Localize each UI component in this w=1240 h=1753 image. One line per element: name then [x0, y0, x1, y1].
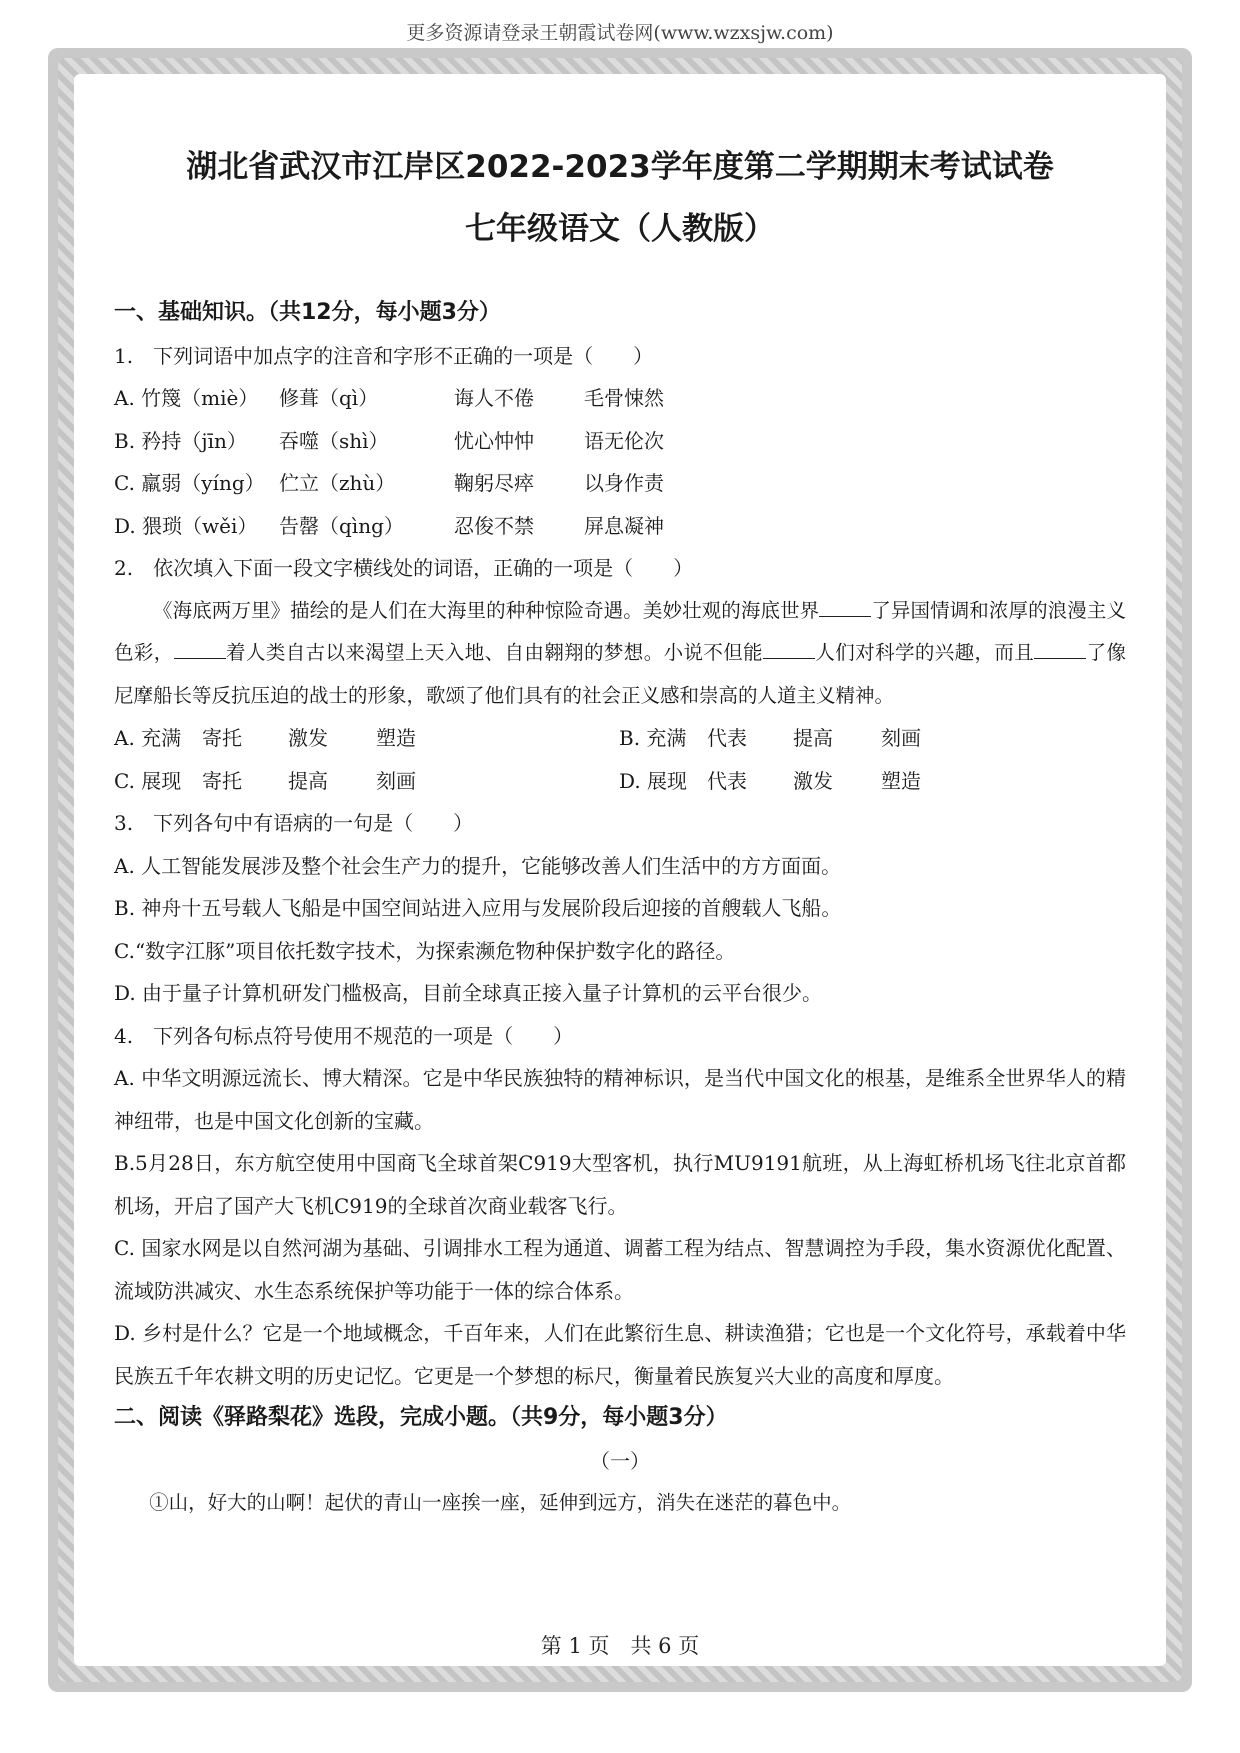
fill-blank — [763, 634, 815, 659]
question-1-option-d — [114, 505, 1126, 548]
passage-text: 人们对科学的兴趣，而且 — [815, 641, 1035, 664]
page-number: 第 1 页 共 6 页 — [540, 1634, 700, 1658]
option-item: 诲人不倦 — [454, 386, 534, 410]
fill-blank — [1034, 634, 1086, 659]
option-item: 鞠躬尽瘁 — [454, 471, 534, 495]
question-2-options-row2 — [114, 760, 1126, 803]
question-2-options-row1 — [114, 717, 1126, 760]
option-item: 刻画 — [376, 768, 416, 793]
question-1-option-b — [114, 420, 1126, 463]
option-item: 代表 — [707, 726, 747, 750]
question-4-stem: 4. 下列各句标点符号使用不规范的一项是（ ） — [114, 1023, 574, 1048]
option-item: 寄托 — [202, 726, 242, 750]
option-item: 提高 — [288, 768, 328, 793]
question-1-option-c — [114, 462, 1126, 505]
option-item: C. 展现 — [114, 768, 182, 793]
question-1-option-a — [114, 377, 1126, 420]
exam-content — [114, 140, 1126, 1525]
option-item: 修葺（qì） — [279, 386, 379, 410]
question-4-option-d: D. 乡村是什么？它是一个地域概念，千百年来，人们在此繁衍生息、耕读渔猎；它也是一个文化符号，承载着中华民族五千年农耕文明的历史记忆。它更是一个梦想的标尺，衡量着民族复兴大业的高度和厚度。 — [114, 1321, 1126, 1388]
option-item: D. 猥琐（wěi） — [114, 513, 258, 538]
reading-paragraph-1: ①山，好大的山啊！起伏的青山一座挨一座，延伸到远方，消失在迷茫的暮色中。 — [149, 1491, 852, 1514]
option-item: 忍俊不禁 — [454, 513, 534, 538]
option-item: 代表 — [707, 768, 747, 793]
option-item: A. 充满 — [114, 726, 182, 750]
option-item: B. 矜持（jīn） — [114, 428, 247, 453]
option-item: 忧心忡忡 — [454, 428, 534, 453]
option-item: 塑造 — [376, 726, 416, 750]
option-item: 刻画 — [881, 726, 921, 750]
option-item: 屏息凝神 — [584, 513, 664, 538]
question-1-stem: 1. 下列词语中加点字的注音和字形不正确的一项是（ ） — [114, 343, 654, 368]
question-2-stem: 2. 依次填入下面一段文字横线处的词语，正确的一项是（ ） — [114, 556, 694, 580]
passage-text: 了像尼摩船长等反抗压迫的战士的形象，歌颂了他们具有的社会正义感和崇高的人道主义精神。 — [114, 641, 1126, 707]
passage-text: 《海底两万里》描绘的是人们在大海里的种种惊险奇遇。美妙壮观的海底世界 — [153, 598, 820, 622]
fill-blank — [819, 592, 871, 617]
option-item: 伫立（zhù） — [279, 471, 396, 495]
option-item: 毛骨悚然 — [584, 386, 664, 410]
question-4-option-b: B.5月28日，东方航空使用中国商飞全球首架C919大型客机，执行MU9191航班，从上海虹桥机场飞往北京首都机场，开启了国产大飞机C919的全球首次商业载客飞行。 — [114, 1151, 1126, 1218]
passage-text: 着人类自古以来渴望上天入地、自由翱翔的梦想。小说不但能 — [225, 641, 764, 664]
question-4-option-c: C. 国家水网是以自然河湖为基础、引调排水工程为通道、调蓄工程为结点、智慧调控为手段，集水资源优化配置、流域防洪减灾、水生态系统保护等功能于一体的综合体系。 — [114, 1236, 1126, 1303]
option-item: A. 竹篾（miè） — [114, 386, 259, 410]
section2-subheading: （一） — [590, 1448, 650, 1473]
option-item: 提高 — [793, 726, 833, 750]
exam-title: 湖北省武汉市江岸区2022-2023学年度第二学期期末考试试卷 — [186, 149, 1054, 185]
option-item: 激发 — [793, 768, 833, 793]
question-3-stem: 3. 下列各句中有语病的一句是（ ） — [114, 811, 474, 835]
option-item: 以身作责 — [584, 471, 664, 495]
option-item: 告罄（qìng） — [279, 513, 404, 538]
option-item: D. 展现 — [619, 768, 688, 793]
option-item: 激发 — [288, 726, 328, 750]
question-3-option-c: C.“数字江豚”项目依托数字技术，为探索濒危物种保护数字化的路径。 — [114, 938, 736, 963]
option-item: B. 充满 — [619, 726, 687, 750]
question-3-option-b: B. 神舟十五号载人飞船是中国空间站进入应用与发展阶段后迎接的首艘载人飞船。 — [114, 896, 842, 920]
option-item: 寄托 — [202, 768, 242, 793]
exam-subtitle: 七年级语文（人教版） — [465, 211, 775, 247]
header-note: 更多资源请登录王朝霞试卷网(www.wzxsjw.com) — [406, 22, 834, 44]
question-2-passage — [114, 590, 1126, 718]
option-item: 语无伦次 — [584, 428, 664, 453]
fill-blank — [174, 634, 226, 659]
passage-text: 了异国情调和浓厚的浪漫主义色彩， — [114, 598, 1126, 664]
question-3-option-d: D. 由于量子计算机研发门槛极高，目前全球真正接入量子计算机的云平台很少。 — [114, 981, 823, 1005]
question-3-option-a: A. 人工智能发展涉及整个社会生产力的提升，它能够改善人们生活中的方方面面。 — [114, 853, 842, 878]
section1-heading: 一、基础知识。（共12分，每小题3分） — [114, 300, 501, 325]
question-4-option-a: A. 中华文明源远流长、博大精深。它是中华民族独特的精神标识，是当代中国文化的根基，是维系全世界华人的精神纽带，也是中国文化创新的宝藏。 — [114, 1066, 1126, 1133]
section2-heading: 二、阅读《驿路梨花》选段，完成小题。（共9分，每小题3分） — [114, 1405, 728, 1430]
option-item: 吞噬（shì） — [279, 428, 389, 453]
option-item: C. 羸弱（yíng） — [114, 471, 265, 495]
option-item: 塑造 — [881, 768, 921, 793]
